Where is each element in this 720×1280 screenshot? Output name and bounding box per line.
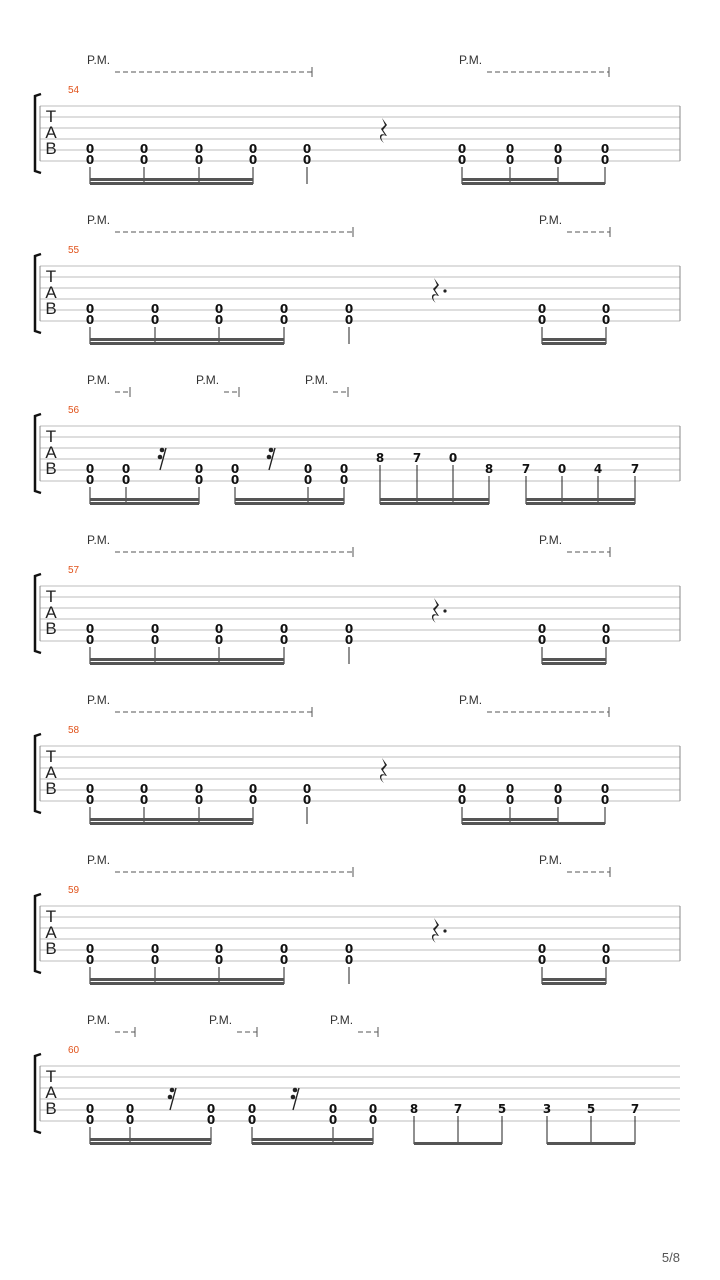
- beam: [90, 658, 284, 661]
- fret-number: 0: [85, 633, 95, 647]
- fret-number: 0: [121, 462, 131, 476]
- beam: [235, 498, 344, 501]
- fret-number: 0: [303, 473, 313, 487]
- measure-number: 59: [68, 885, 80, 896]
- beam: [235, 502, 344, 505]
- fret-number: 0: [600, 793, 610, 807]
- fret-number: 0: [139, 153, 149, 167]
- tab-clef-letter: A: [45, 123, 57, 142]
- measure-number: 56: [68, 405, 80, 416]
- beam: [252, 1138, 373, 1141]
- fret-number: 0: [121, 473, 131, 487]
- fret-number: 0: [600, 153, 610, 167]
- fret-number: 0: [344, 622, 354, 636]
- fret-number: 0: [85, 793, 95, 807]
- fret-number: 0: [457, 782, 467, 796]
- beam: [90, 1138, 211, 1141]
- sixteenth-rest-flag: [291, 1095, 296, 1100]
- beam: [90, 662, 284, 665]
- beam: [90, 982, 284, 985]
- tab-clef-letter: B: [45, 139, 57, 158]
- tab-system: [35, 53, 680, 185]
- palm-mute-label: P.M.: [459, 693, 483, 707]
- palm-mute-label: P.M.: [87, 1013, 111, 1027]
- fret-number: 0: [194, 782, 204, 796]
- fret-number: 0: [194, 793, 204, 807]
- fret-number: 0: [505, 153, 515, 167]
- fret-number: 0: [85, 302, 95, 316]
- rest-dot: [443, 929, 446, 932]
- fret-number: 0: [248, 782, 258, 796]
- beam: [526, 498, 635, 501]
- fret-number: 0: [448, 451, 458, 465]
- fret-number: 0: [344, 313, 354, 327]
- fret-number: 0: [553, 142, 563, 156]
- fret-number: 0: [194, 142, 204, 156]
- fret-number: 0: [85, 1113, 95, 1127]
- beam: [542, 978, 606, 981]
- tab-clef-letter: A: [45, 283, 57, 302]
- beam: [252, 1142, 373, 1145]
- sixteenth-rest-flag: [168, 1095, 173, 1100]
- beam: [90, 338, 284, 341]
- tab-clef-letter: T: [45, 747, 57, 766]
- fret-number: 0: [206, 1113, 216, 1127]
- fret-number: 0: [150, 622, 160, 636]
- fret-number: 0: [248, 142, 258, 156]
- fret-number: 0: [553, 793, 563, 807]
- fret-number: 0: [537, 953, 547, 967]
- fret-number: 8: [375, 451, 385, 465]
- fret-number: 0: [303, 462, 313, 476]
- fret-number: 0: [214, 633, 224, 647]
- page-number: 5/8: [661, 1250, 680, 1265]
- fret-number: 0: [457, 153, 467, 167]
- fret-number: 0: [85, 942, 95, 956]
- fret-number: 0: [150, 942, 160, 956]
- fret-number: 7: [630, 462, 640, 476]
- fret-number: 0: [85, 313, 95, 327]
- fret-number: 0: [344, 953, 354, 967]
- palm-mute-label: P.M.: [87, 213, 111, 227]
- beam: [547, 1142, 635, 1145]
- fret-number: 0: [553, 782, 563, 796]
- fret-number: 0: [601, 942, 611, 956]
- palm-mute-label: P.M.: [330, 1013, 354, 1027]
- beam: [90, 342, 284, 345]
- palm-mute-label: P.M.: [87, 853, 111, 867]
- tab-system: [35, 853, 680, 985]
- fret-number: 0: [206, 1102, 216, 1116]
- tab-system: [35, 373, 680, 505]
- palm-mute-label: P.M.: [87, 373, 111, 387]
- fret-number: 0: [279, 302, 289, 316]
- fret-number: 4: [593, 462, 603, 476]
- rest-dot: [443, 289, 446, 292]
- tab-clef-letter: A: [45, 923, 57, 942]
- measure-number: 57: [68, 565, 80, 576]
- fret-number: 0: [85, 622, 95, 636]
- tab-clef-letter: A: [45, 603, 57, 622]
- fret-number: 0: [505, 793, 515, 807]
- fret-number: 0: [279, 942, 289, 956]
- tab-system: [35, 533, 680, 665]
- fret-number: 0: [85, 153, 95, 167]
- fret-number: 7: [521, 462, 531, 476]
- fret-number: 0: [557, 462, 567, 476]
- fret-number: 0: [85, 473, 95, 487]
- fret-number: 0: [328, 1102, 338, 1116]
- palm-mute-label: P.M.: [539, 533, 563, 547]
- beam: [380, 502, 489, 505]
- fret-number: 0: [230, 462, 240, 476]
- fret-number: 0: [302, 142, 312, 156]
- fret-number: 0: [85, 782, 95, 796]
- tab-clef-letter: T: [45, 587, 57, 606]
- fret-number: 0: [150, 313, 160, 327]
- fret-number: 7: [412, 451, 422, 465]
- fret-number: 0: [302, 153, 312, 167]
- fret-number: 0: [139, 142, 149, 156]
- beam: [542, 342, 606, 345]
- measure-number: 60: [68, 1045, 80, 1056]
- fret-number: 0: [214, 622, 224, 636]
- fret-number: 0: [279, 622, 289, 636]
- fret-number: 0: [537, 302, 547, 316]
- beam: [542, 982, 606, 985]
- tab-clef-letter: B: [45, 779, 57, 798]
- fret-number: 7: [453, 1102, 463, 1116]
- tab-system: [35, 213, 680, 345]
- beam: [542, 662, 606, 665]
- fret-number: 0: [601, 953, 611, 967]
- fret-number: 0: [537, 942, 547, 956]
- fret-number: 0: [344, 942, 354, 956]
- fret-number: 0: [344, 302, 354, 316]
- tab-clef-letter: A: [45, 443, 57, 462]
- tab-clef-letter: A: [45, 763, 57, 782]
- tab-clef-letter: T: [45, 427, 57, 446]
- fret-number: 0: [601, 313, 611, 327]
- beam: [380, 498, 489, 501]
- fret-number: 0: [279, 313, 289, 327]
- fret-number: 0: [600, 782, 610, 796]
- palm-mute-label: P.M.: [87, 53, 111, 67]
- beam: [90, 502, 199, 505]
- tab-system: [35, 1013, 680, 1145]
- fret-number: 0: [125, 1102, 135, 1116]
- fret-number: 0: [368, 1102, 378, 1116]
- palm-mute-label: P.M.: [209, 1013, 233, 1027]
- fret-number: 0: [150, 302, 160, 316]
- beam: [90, 978, 284, 981]
- fret-number: 0: [85, 1102, 95, 1116]
- fret-number: 0: [553, 153, 563, 167]
- fret-number: 5: [586, 1102, 596, 1116]
- palm-mute-label: P.M.: [87, 693, 111, 707]
- measure-number: 58: [68, 725, 80, 736]
- beam: [526, 502, 635, 505]
- palm-mute-label: P.M.: [87, 533, 111, 547]
- fret-number: 0: [247, 1113, 257, 1127]
- fret-number: 0: [279, 633, 289, 647]
- measure-number: 55: [68, 245, 80, 256]
- fret-number: 7: [630, 1102, 640, 1116]
- beam: [462, 818, 558, 821]
- beam: [90, 182, 253, 185]
- tab-clef-letter: B: [45, 939, 57, 958]
- sixteenth-rest-flag: [170, 1088, 175, 1093]
- beam: [90, 822, 253, 825]
- fret-number: 0: [214, 302, 224, 316]
- sixteenth-rest-flag: [269, 448, 274, 453]
- fret-number: 0: [279, 953, 289, 967]
- fret-number: 0: [368, 1113, 378, 1127]
- fret-number: 0: [328, 1113, 338, 1127]
- fret-number: 0: [601, 633, 611, 647]
- tab-clef-letter: A: [45, 1083, 57, 1102]
- fret-number: 0: [339, 473, 349, 487]
- fret-number: 8: [409, 1102, 419, 1116]
- palm-mute-label: P.M.: [459, 53, 483, 67]
- fret-number: 0: [248, 153, 258, 167]
- sixteenth-rest-flag: [267, 455, 272, 460]
- fret-number: 0: [125, 1113, 135, 1127]
- sixteenth-rest-flag: [293, 1088, 298, 1093]
- measure-number: 54: [68, 85, 80, 96]
- fret-number: 0: [457, 793, 467, 807]
- tab-clef-letter: T: [45, 107, 57, 126]
- fret-number: 0: [139, 782, 149, 796]
- sixteenth-rest-flag: [160, 448, 165, 453]
- palm-mute-label: P.M.: [196, 373, 220, 387]
- fret-number: 0: [601, 302, 611, 316]
- sixteenth-rest-flag: [158, 455, 163, 460]
- tab-clef-letter: T: [45, 907, 57, 926]
- beam: [542, 338, 606, 341]
- fret-number: 0: [302, 793, 312, 807]
- fret-number: 0: [505, 142, 515, 156]
- fret-number: 0: [600, 142, 610, 156]
- beam: [462, 182, 605, 185]
- fret-number: 0: [505, 782, 515, 796]
- fret-number: 0: [214, 953, 224, 967]
- fret-number: 0: [194, 462, 204, 476]
- fret-number: 0: [247, 1102, 257, 1116]
- tab-clef-letter: B: [45, 299, 57, 318]
- fret-number: 0: [302, 782, 312, 796]
- fret-number: 0: [537, 622, 547, 636]
- fret-number: 0: [194, 153, 204, 167]
- palm-mute-label: P.M.: [539, 853, 563, 867]
- tab-clef-letter: T: [45, 1067, 57, 1086]
- palm-mute-label: P.M.: [305, 373, 329, 387]
- fret-number: 0: [537, 633, 547, 647]
- beam: [90, 498, 199, 501]
- beam: [90, 1142, 211, 1145]
- fret-number: 0: [601, 622, 611, 636]
- fret-number: 3: [542, 1102, 552, 1116]
- beam: [90, 818, 253, 821]
- palm-mute-label: P.M.: [539, 213, 563, 227]
- fret-number: 0: [214, 942, 224, 956]
- fret-number: 0: [214, 313, 224, 327]
- beam: [542, 658, 606, 661]
- fret-number: 0: [457, 142, 467, 156]
- fret-number: 0: [150, 953, 160, 967]
- fret-number: 0: [85, 953, 95, 967]
- fret-number: 0: [537, 313, 547, 327]
- fret-number: 0: [85, 142, 95, 156]
- fret-number: 0: [194, 473, 204, 487]
- fret-number: 0: [150, 633, 160, 647]
- beam: [462, 822, 605, 825]
- rest-dot: [443, 609, 446, 612]
- fret-number: 5: [497, 1102, 507, 1116]
- fret-number: 8: [484, 462, 494, 476]
- beam: [90, 178, 253, 181]
- fret-number: 0: [230, 473, 240, 487]
- beam: [414, 1142, 502, 1145]
- fret-number: 0: [344, 633, 354, 647]
- tab-clef-letter: B: [45, 459, 57, 478]
- tab-clef-letter: B: [45, 619, 57, 638]
- fret-number: 0: [339, 462, 349, 476]
- fret-number: 0: [139, 793, 149, 807]
- tab-clef-letter: T: [45, 267, 57, 286]
- fret-number: 0: [248, 793, 258, 807]
- tab-clef-letter: B: [45, 1099, 57, 1118]
- tab-system: [35, 693, 680, 825]
- fret-number: 0: [85, 462, 95, 476]
- beam: [462, 178, 558, 181]
